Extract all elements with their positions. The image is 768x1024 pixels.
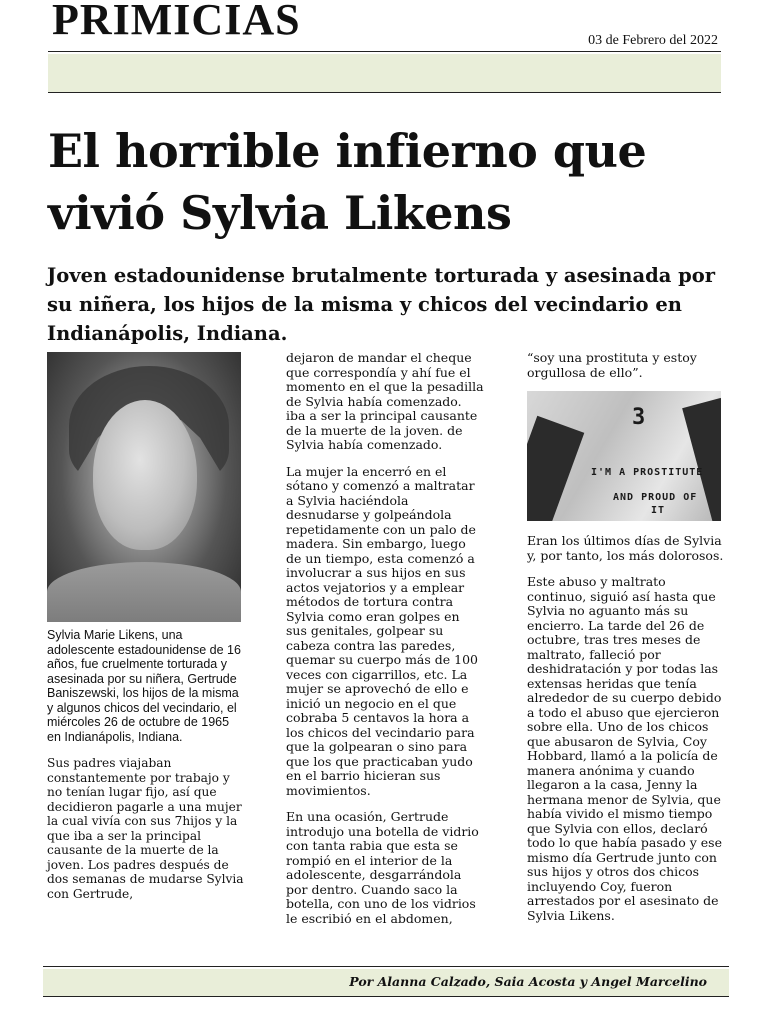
photo-scrawl-line-1: I'M A PROSTITUTE (591, 467, 704, 478)
byline: Por Alanna Calzado, Saia Acosta y Angel Marcelino (349, 974, 707, 989)
issue-date: 03 de Febrero del 2022 (588, 33, 718, 48)
photo-caption: Sylvia Marie Likens, una adolescente estadounidense de 16 años, fue cruelmente torturada y asesinada por su niñera, Gertrude Baniszewski, los hijos de la misma y algunos chicos del vecindario, el miércoles 26 de octubre de 1965 en Indianápolis, Indiana. (47, 628, 241, 744)
column-1-paragraph: Sus padres viajaban constantemente por trabajo y no tenían lugar fijo, así que decidieron pagarle a una mujer la cual vivía con sus 7hijos y la que iba a ser la principal causante de la muerte de la joven. Los padres después de dos semanas de mudarse Sylvia con Gertrude, (47, 756, 244, 901)
column-3-lower (527, 534, 725, 935)
column-2-paragraph-2: La mujer la encerró en el sótano y comenzó a maltratar a Sylvia haciéndola desnudarse y golpeándola repetidamente con un palo de madera. Sin embargo, luego de un tiempo, esta comenzó a involucrar a sus hijos en sus actos vejatorios y a emplear métodos de tortura contra Sylvia como eran golpes en sus genitales, golpear su cabeza contra las paredes, quemar su cuerpo más de 100 veces con cigarrillos, etc. La mujer se aprovechó de ello e inició un negocio en el que cobraba 5 centavos la hora a los chicos del vecindario para que la golpearan o sino para que los que practicaban yudo en el barrio hicieran sus movimientos. (286, 463, 478, 798)
article-headline: El horrible infierno que vivió Sylvia Likens (48, 124, 647, 240)
portrait-photo (47, 352, 241, 622)
masthead-title: PRIMICIAS (52, 0, 301, 44)
header-rule (48, 51, 721, 52)
photo-scrawl-line-3: IT (651, 505, 666, 516)
article-subheadline: Joven estadounidense brutalmente torturada y asesinada por su niñera, los hijos de la misma y chicos del vecindario en Indianápolis, Indiana. (47, 264, 716, 345)
header-band (48, 54, 721, 93)
photo-scrawl-number: 3 (632, 405, 647, 430)
photo-scrawl-line-2: AND PROUD OF (613, 492, 698, 503)
column-2 (286, 351, 484, 938)
footer-band (43, 969, 729, 997)
column-2-paragraph-3: En una ocasión, Gertrude introdujo una botella de vidrio con tanta rabia que esta se rompió en el interior de la adolescente, desgarrándola por dentro. Cuando saco la botella, con uno de los vidrios le escribió en el abdomen, (286, 809, 479, 926)
column-1 (47, 628, 245, 913)
footer-rule (43, 966, 729, 967)
portrait-face (93, 400, 197, 550)
portrait-shoulder (47, 562, 241, 622)
abdomen-writing-photo (527, 391, 721, 521)
column-3-quote: “soy una prostituta y estoy orgullosa de ello”. (527, 350, 697, 380)
column-3-paragraph-2: Este abuso y maltrato continuo, siguió así hasta que Sylvia no aguanto más su encierro. La tarde del 26 de octubre, tras tres meses de maltrato, falleció por deshidratación y por todas las extensas heridas que tenía alrededor de su cuerpo debido a todo el abuso que ejercieron sobre ella. Uno de los chicos que abusaron de Sylvia, Coy Hobbard, llamó a la policía de manera anónima y cuando llegaron a la casa, Jenny la hermana menor de Sylvia, que había vivido el mismo tiempo que Sylvia con ellos, declaró todo lo que había pasado y ese mismo día Gertrude junto con sus hijos y otros dos chicos incluyendo Coy, fueron arrestados por el asesinato de Sylvia Likens. (527, 574, 722, 923)
column-2-paragraph-1: dejaron de mandar el cheque que correspondía y ahí fue el momento en el que la pesadilla de Sylvia había comenzado. iba a ser la principal causante de la muerte de la joven. de Sylvia había comenzado. (286, 350, 484, 452)
photo-shadow-left (527, 416, 584, 521)
column-3 (527, 351, 725, 380)
column-3-paragraph-1: Eran los últimos días de Sylvia y, por tanto, los más dolorosos. (527, 533, 724, 563)
